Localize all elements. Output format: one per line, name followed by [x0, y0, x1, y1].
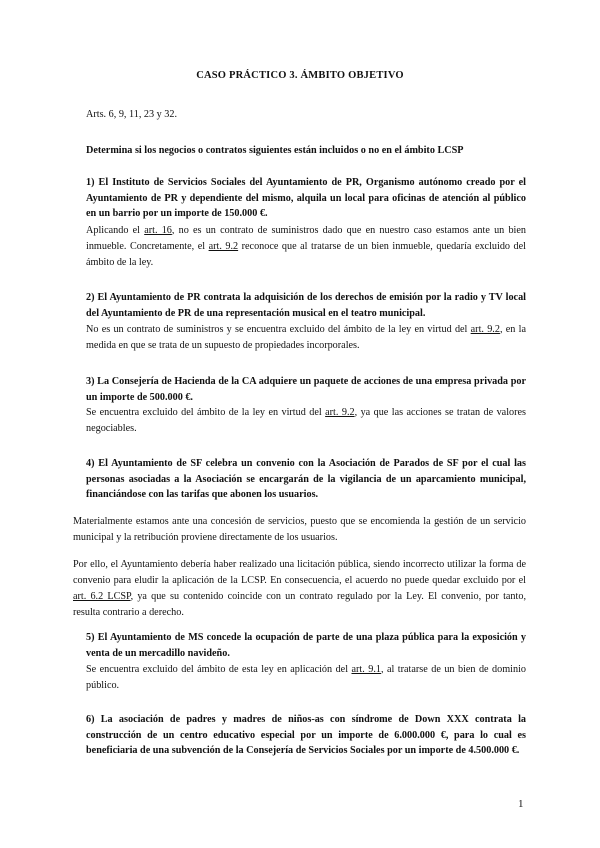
- answer-4-text: , ya que su contenido coincide con un contrato regulado por la Ley. El convenio, por tanto, resulta contrario a derecho.: [73, 591, 526, 618]
- instruction-text: Determina si los negocios o contratos siguientes están incluidos o no en el ámbito LCSP: [86, 145, 464, 156]
- page-number: 1: [518, 798, 524, 810]
- answer-2-text: No es un contrato de suministros y se encuentra excluido del ámbito de la ley en virtud del: [86, 324, 471, 335]
- article-link[interactable]: art. 16: [144, 225, 172, 236]
- question-6: 6) La asociación de padres y madres de niños-as con síndrome de Down XXX contrata la construcción de un centro educativo especial por un importe de 6.000.000 €, para lo cual es beneficiaria de una subvención de la Consejería de Servicios Sociales por un importe de 4.500.000 €.: [86, 714, 526, 756]
- article-link[interactable]: art. 9.2: [208, 241, 239, 252]
- question-4: 4) El Ayuntamiento de SF celebra un convenio con la Asociación de Parados de SF por el cual las personas asociadas a la Asociación se encargarán de la vigilancia de un aparcamiento municipal, financiándose con las tarifas que abonen los usuarios.: [86, 458, 526, 500]
- answer-1-text: Aplicando el: [86, 225, 145, 236]
- answer-3-text: , ya que las acciones se tratan de valores negociables.: [86, 407, 526, 434]
- article-link[interactable]: art. 9.2: [325, 407, 355, 418]
- answer-5-text: Se encuentra excluido del ámbito de esta ley en aplicación del: [86, 664, 352, 675]
- answer-4-paragraph-2: [73, 557, 526, 621]
- answer-2-text: , en la medida en que se trata de un supuesto de propiedades incorporales.: [86, 324, 526, 351]
- article-link[interactable]: art. 9.1: [351, 664, 381, 675]
- page-title: CASO PRÁCTICO 3. ÁMBITO OBJETIVO: [196, 70, 404, 81]
- answer-5: [86, 662, 526, 694]
- articles-reference: Arts. 6, 9, 11, 23 y 32.: [86, 109, 178, 120]
- answer-4-paragraph-1: Materialmente estamos ante una concesión de servicios, puesto que se encomienda la gestión de un servicio municipal y la retribución proviene directamente de los usuarios.: [73, 516, 526, 543]
- question-3: 3) La Consejería de Hacienda de la CA adquiere un paquete de acciones de una empresa privada por un importe de 500.000 €.: [86, 376, 526, 403]
- answer-2: [86, 322, 526, 354]
- question-1: 1) El Instituto de Servicios Sociales del Ayuntamiento de PR, Organismo autónomo creado por el Ayuntamiento de PR y dependiente del mismo, alquila un local para oficinas de atención al público en un barrio por un importe de 150.000 €.: [86, 177, 526, 219]
- answer-1: [86, 223, 526, 271]
- article-link[interactable]: art. 6.2 LCSP: [73, 591, 131, 602]
- answer-1-text: , no es un contrato de suministros dado que en nuestro caso estamos ante un bien inmueble. Concretamente, el: [86, 225, 527, 252]
- answer-1-text: reconoce que al tratarse de un bien inmueble, quedaría excluido del ámbito de la ley.: [86, 241, 526, 268]
- answer-4-text: Por ello, el Ayuntamiento debería haber realizado una licitación pública, siendo incorrecto utilizar la forma de convenio para eludir la aplicación de la LCSP. En consecuencia, el acuerdo no puede quedar excluido por el: [73, 559, 526, 586]
- answer-3-text: Se encuentra excluido del ámbito de la ley en virtud del: [86, 407, 326, 418]
- question-2: 2) El Ayuntamiento de PR contrata la adquisición de los derechos de emisión por la radio y TV local del Ayuntamiento de PR de una representación musical en el teatro municipal.: [86, 292, 526, 319]
- article-link[interactable]: art. 9.2: [470, 324, 500, 335]
- answer-5-text: , al tratarse de un bien de dominio público.: [86, 664, 527, 691]
- question-5: 5) El Ayuntamiento de MS concede la ocupación de parte de una plaza pública para la exposición y venta de un mercadillo navideño.: [86, 632, 526, 659]
- answer-3: [86, 405, 526, 437]
